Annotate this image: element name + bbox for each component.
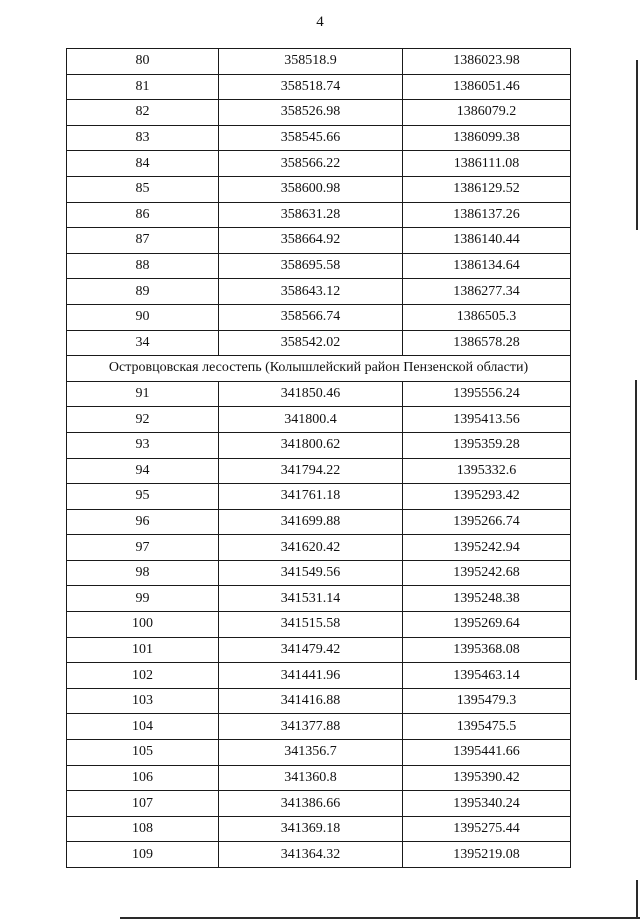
point-number-cell: 98 — [67, 560, 219, 586]
table-row — [67, 535, 571, 561]
table-row — [67, 74, 571, 100]
x-coordinate-cell: 341800.62 — [219, 432, 403, 458]
point-number-cell: 102 — [67, 663, 219, 689]
x-coordinate-cell: 341515.58 — [219, 612, 403, 638]
x-coordinate-cell: 341369.18 — [219, 816, 403, 842]
section-title: Островцовская лесостепь (Колышлейский район Пензенской области) — [67, 356, 571, 382]
y-coordinate-cell: 1386079.2 — [403, 100, 571, 126]
y-coordinate-cell: 1395475.5 — [403, 714, 571, 740]
scan-edge-mark — [120, 917, 640, 919]
x-coordinate-cell: 341441.96 — [219, 663, 403, 689]
y-coordinate-cell: 1395413.56 — [403, 407, 571, 433]
point-number-cell: 96 — [67, 509, 219, 535]
point-number-cell: 88 — [67, 253, 219, 279]
table-row — [67, 432, 571, 458]
x-coordinate-cell: 358526.98 — [219, 100, 403, 126]
x-coordinate-cell: 341360.8 — [219, 765, 403, 791]
y-coordinate-cell: 1386134.64 — [403, 253, 571, 279]
y-coordinate-cell: 1395269.64 — [403, 612, 571, 638]
y-coordinate-cell: 1395479.3 — [403, 688, 571, 714]
scan-edge-mark — [636, 60, 638, 230]
y-coordinate-cell: 1395390.42 — [403, 765, 571, 791]
table-row — [67, 304, 571, 330]
table-section-row — [67, 356, 571, 382]
point-number-cell: 87 — [67, 228, 219, 254]
table-row — [67, 407, 571, 433]
x-coordinate-cell: 358631.28 — [219, 202, 403, 228]
page-number: 4 — [316, 14, 324, 30]
y-coordinate-cell: 1386023.98 — [403, 49, 571, 75]
point-number-cell: 105 — [67, 740, 219, 766]
y-coordinate-cell: 1395340.24 — [403, 791, 571, 817]
table-row — [67, 740, 571, 766]
table-row — [67, 49, 571, 75]
y-coordinate-cell: 1395275.44 — [403, 816, 571, 842]
y-coordinate-cell: 1395556.24 — [403, 381, 571, 407]
x-coordinate-cell: 358695.58 — [219, 253, 403, 279]
x-coordinate-cell: 341620.42 — [219, 535, 403, 561]
point-number-cell: 92 — [67, 407, 219, 433]
y-coordinate-cell: 1395441.66 — [403, 740, 571, 766]
table-row — [67, 202, 571, 228]
point-number-cell: 93 — [67, 432, 219, 458]
table-row — [67, 484, 571, 510]
table-row — [67, 279, 571, 305]
table-row — [67, 791, 571, 817]
point-number-cell: 81 — [67, 74, 219, 100]
y-coordinate-cell: 1395242.68 — [403, 560, 571, 586]
x-coordinate-cell: 358518.74 — [219, 74, 403, 100]
y-coordinate-cell: 1395359.28 — [403, 432, 571, 458]
x-coordinate-cell: 358643.12 — [219, 279, 403, 305]
table-row — [67, 663, 571, 689]
table-row — [67, 458, 571, 484]
point-number-cell: 34 — [67, 330, 219, 356]
table-row — [67, 688, 571, 714]
y-coordinate-cell: 1395219.08 — [403, 842, 571, 868]
y-coordinate-cell: 1386111.08 — [403, 151, 571, 177]
scan-edge-mark — [636, 880, 638, 918]
point-number-cell: 109 — [67, 842, 219, 868]
point-number-cell: 99 — [67, 586, 219, 612]
y-coordinate-cell: 1395248.38 — [403, 586, 571, 612]
x-coordinate-cell: 341386.66 — [219, 791, 403, 817]
table-row — [67, 816, 571, 842]
point-number-cell: 86 — [67, 202, 219, 228]
point-number-cell: 89 — [67, 279, 219, 305]
x-coordinate-cell: 358518.9 — [219, 49, 403, 75]
y-coordinate-cell: 1395293.42 — [403, 484, 571, 510]
y-coordinate-cell: 1386051.46 — [403, 74, 571, 100]
point-number-cell: 97 — [67, 535, 219, 561]
y-coordinate-cell: 1386277.34 — [403, 279, 571, 305]
y-coordinate-cell: 1395332.6 — [403, 458, 571, 484]
point-number-cell: 101 — [67, 637, 219, 663]
y-coordinate-cell: 1386140.44 — [403, 228, 571, 254]
y-coordinate-cell: 1395368.08 — [403, 637, 571, 663]
table-row — [67, 330, 571, 356]
point-number-cell: 106 — [67, 765, 219, 791]
table-row — [67, 586, 571, 612]
point-number-cell: 94 — [67, 458, 219, 484]
point-number-cell: 84 — [67, 151, 219, 177]
table-row — [67, 714, 571, 740]
x-coordinate-cell: 358545.66 — [219, 125, 403, 151]
point-number-cell: 103 — [67, 688, 219, 714]
point-number-cell: 83 — [67, 125, 219, 151]
y-coordinate-cell: 1386099.38 — [403, 125, 571, 151]
point-number-cell: 107 — [67, 791, 219, 817]
table-row — [67, 612, 571, 638]
point-number-cell: 80 — [67, 49, 219, 75]
coordinates-table-body — [67, 49, 571, 868]
x-coordinate-cell: 341479.42 — [219, 637, 403, 663]
scan-edge-mark — [635, 380, 637, 680]
table-row — [67, 100, 571, 126]
table-row — [67, 560, 571, 586]
x-coordinate-cell: 358600.98 — [219, 176, 403, 202]
y-coordinate-cell: 1386129.52 — [403, 176, 571, 202]
table-row — [67, 509, 571, 535]
y-coordinate-cell: 1395463.14 — [403, 663, 571, 689]
point-number-cell: 100 — [67, 612, 219, 638]
table-row — [67, 842, 571, 868]
coordinates-table — [66, 48, 571, 868]
table-row — [67, 381, 571, 407]
point-number-cell: 90 — [67, 304, 219, 330]
table-row — [67, 125, 571, 151]
table-row — [67, 151, 571, 177]
x-coordinate-cell: 358566.22 — [219, 151, 403, 177]
table-row — [67, 176, 571, 202]
point-number-cell: 82 — [67, 100, 219, 126]
x-coordinate-cell: 358664.92 — [219, 228, 403, 254]
y-coordinate-cell: 1386137.26 — [403, 202, 571, 228]
point-number-cell: 104 — [67, 714, 219, 740]
x-coordinate-cell: 341531.14 — [219, 586, 403, 612]
point-number-cell: 91 — [67, 381, 219, 407]
table-row — [67, 765, 571, 791]
x-coordinate-cell: 341549.56 — [219, 560, 403, 586]
x-coordinate-cell: 341356.7 — [219, 740, 403, 766]
x-coordinate-cell: 341377.88 — [219, 714, 403, 740]
y-coordinate-cell: 1386505.3 — [403, 304, 571, 330]
y-coordinate-cell: 1395242.94 — [403, 535, 571, 561]
table-row — [67, 253, 571, 279]
x-coordinate-cell: 341850.46 — [219, 381, 403, 407]
table-row — [67, 637, 571, 663]
x-coordinate-cell: 341761.18 — [219, 484, 403, 510]
x-coordinate-cell: 341800.4 — [219, 407, 403, 433]
x-coordinate-cell: 358566.74 — [219, 304, 403, 330]
table-row — [67, 228, 571, 254]
y-coordinate-cell: 1386578.28 — [403, 330, 571, 356]
point-number-cell: 95 — [67, 484, 219, 510]
x-coordinate-cell: 341416.88 — [219, 688, 403, 714]
point-number-cell: 85 — [67, 176, 219, 202]
x-coordinate-cell: 358542.02 — [219, 330, 403, 356]
x-coordinate-cell: 341364.32 — [219, 842, 403, 868]
y-coordinate-cell: 1395266.74 — [403, 509, 571, 535]
x-coordinate-cell: 341699.88 — [219, 509, 403, 535]
point-number-cell: 108 — [67, 816, 219, 842]
x-coordinate-cell: 341794.22 — [219, 458, 403, 484]
